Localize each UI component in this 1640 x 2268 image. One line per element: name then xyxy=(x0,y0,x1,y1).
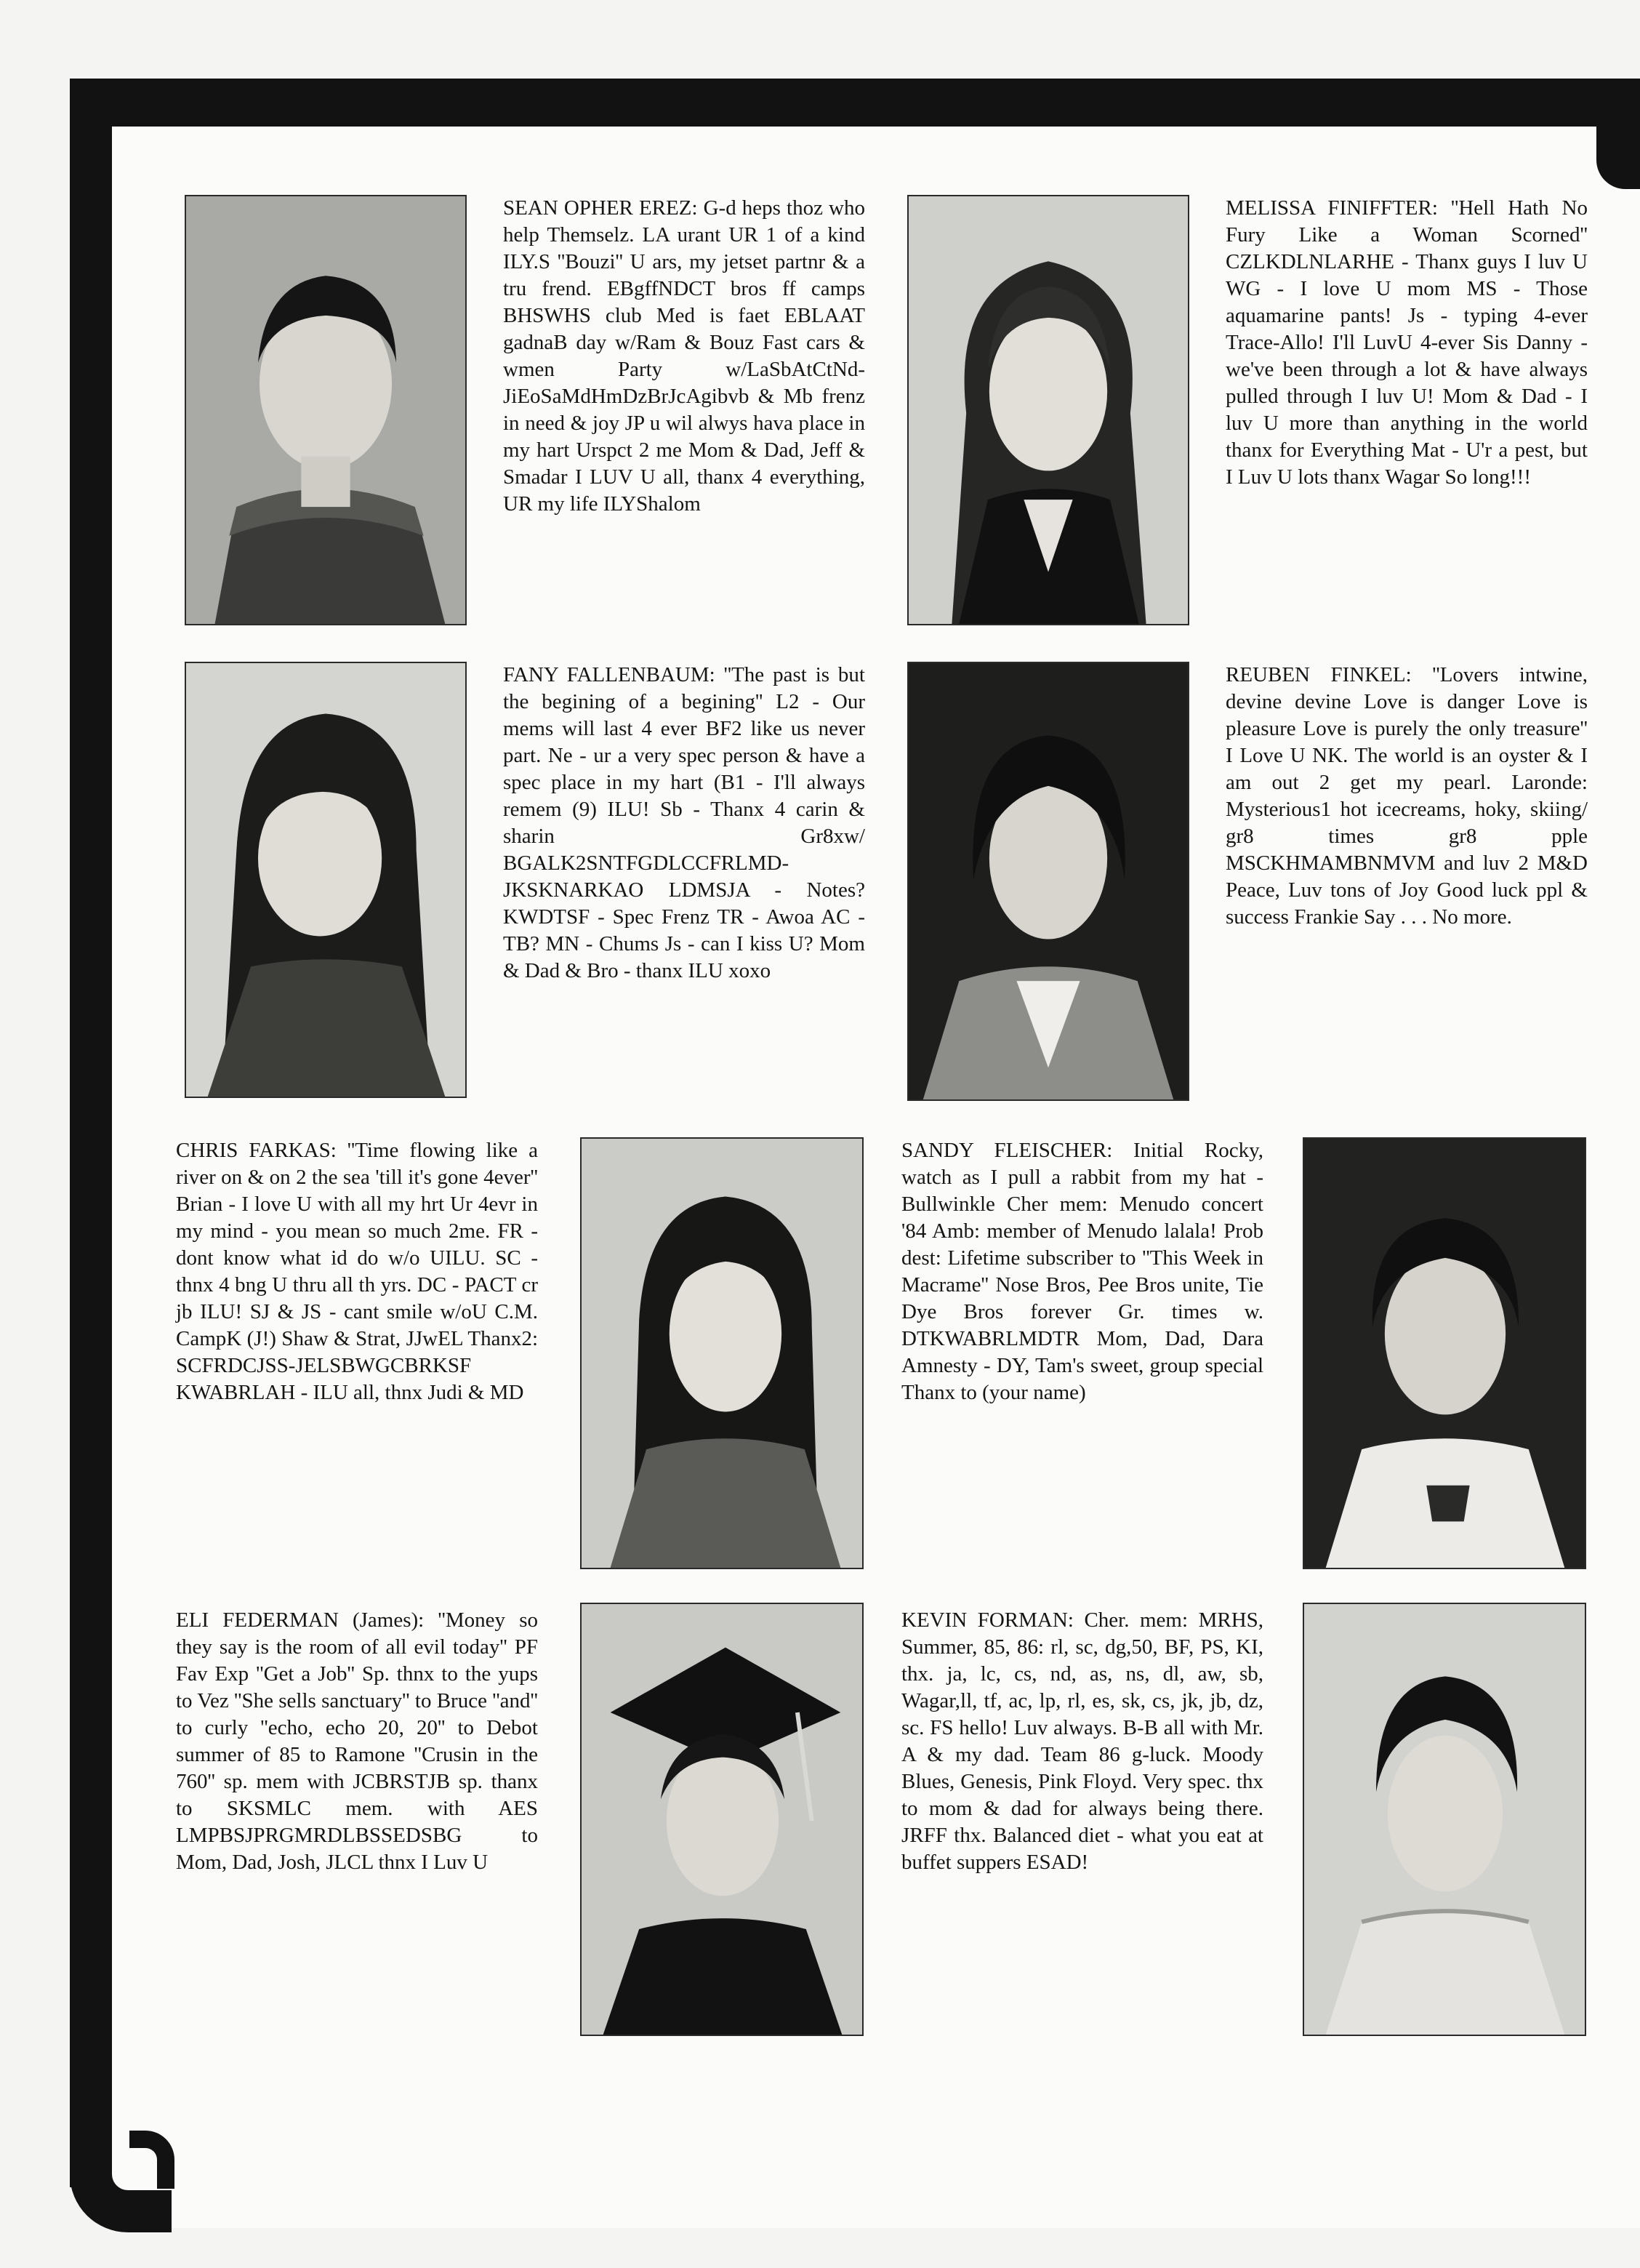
student-bio-text: ''The past is but the begining of a begining'' L2 - Our mems will last 4 ever BF2 like us never part. Ne - ur a very spec person & have a spec place in my hart (B1 - I'll always remem (9) ILU! Sb - Thanx 4 carin & sharin Gr8xw/ BGALK2SNTFGDLCCFRLMD-JKSKNARKAO LDMSJA - Notes? KWDTSF - Spec Frenz TR - Awoa AC - TB? MN - Chums Js - can I kiss U? Mom & Dad & Bro - thanx ILU xoxo xyxy=(503,663,865,982)
bio-reuben-finkel xyxy=(1226,662,1588,931)
portrait-eli-federman xyxy=(580,1603,864,2036)
student-bio-text: Cher. mem: MRHS, Summer, 85, 86: rl, sc, dg,50, BF, PS, KI, thx. ja, lc, cs, nd, as, ns, dl, aw, sb, Wagar,ll, tf, ac, lp, rl, es, sk, cs, jk, jb, dz, sc. FS hello! Luv always. B-B all with Mr. A & my dad. Team 86 g-luck. Moody Blues, Genesis, Pink Floyd. Very spec. thx to mom & dad for always being there. JRFF thx. Balanced diet - what you eat at buffet suppers ESAD! xyxy=(901,1608,1264,1874)
bio-sandy-fleischer xyxy=(901,1137,1263,1406)
portrait-melissa-finiffter xyxy=(907,195,1189,625)
student-name: SEAN OPHER EREZ: xyxy=(503,196,698,220)
student-name: FANY FALLENBAUM: xyxy=(503,663,715,686)
student-name: REUBEN FINKEL: xyxy=(1226,663,1412,686)
frame-top-bar xyxy=(70,79,1640,127)
student-bio-text: ''Lovers intwine, devine devine Love is danger Love is pleasure Love is purely the only treasure'' I Love U NK. The world is an oyster & I am out 2 get my pearl. Laronde: Mysterious1 hot icecreams, hoky, skiing/ gr8 times gr8 pple MSCKHMAMBNMVM and luv 2 M&D Peace, Luv tons of Joy Good luck ppl & success Frankie Say . . . No more. xyxy=(1226,663,1588,929)
frame-left-bar xyxy=(70,79,112,2187)
frame-bottom-curl xyxy=(70,2145,172,2232)
bio-sean-opher-erez xyxy=(503,195,865,518)
portrait-sean-opher-erez xyxy=(185,195,467,625)
portrait-chris-farkas xyxy=(580,1137,864,1569)
portrait-sandy-fleischer xyxy=(1303,1137,1586,1569)
student-bio-text: G-d heps thoz who help Themselz. LA urant UR 1 of a kind ILY.S ''Bouzi'' U ars, my jetset partnr & a tru frend. EBgffNDCT bros ff camps BHSWHS club Med is faet EBLAAT gadnaB day w/Ram & Bouz Fast cars & wmen Party w/LaSbAtCtNd-JiEoSaMdHmDzBrJcAgibvb & Mb frenz in need & joy JP u wil alwys hava place in my hart Urspct 2 me Mom & Dad, Jeff & Smadar I LUV U all, thanx 4 everything, UR my life ILYShalom xyxy=(503,196,865,516)
student-bio-text: ''Hell Hath No Fury Like a Woman Scorned'' CZLKDLNLARHE - Thanx guys I luv U WG - I love U mom MS - Those aquamarine pants! Js - typing 4-ever Trace-Allo! I'll LuvU 4-ever Sis Danny - we've been through a lot & have always pulled through I luv U! Mom & Dad - I luv U more than anything in the world thanx for Everything Mat - U'r a pest, but I Luv U lots thanx Wagar So long!!! xyxy=(1226,196,1588,489)
student-bio-text: Initial Rocky, watch as I pull a rabbit from my hat - Bullwinkle Cher mem: Menudo concert '84 Amb: member of Menudo lalala! Prob dest: Lifetime subscriber to ''This Week in Macrame'' Nose Bros, Pee Bros unite, Tie Dye Bros forever Gr. times w. DTKWABRLMDTR Mom, Dad, Dara Amnesty - DY, Tam's sweet, group special Thanx to (your name) xyxy=(901,1139,1263,1404)
student-bio-text: ''Time flowing like a river on & on 2 the sea 'till it's gone 4ever'' Brian - I love U with all my hrt Ur 4evr in my mind - you mean so much 2me. FR - dont know what id do w/o UILU. SC - thnx 4 bng U thru all th yrs. DC - PACT cr jb ILU! SJ & JS - cant smile w/oU C.M. CampK (J!) Shaw & Strat, JJwEL Thanx2: SCFRDCJSS-JELSBWGCBRKSF KWABRLAH - ILU all, thnx Judi & MD xyxy=(176,1139,539,1404)
bio-chris-farkas xyxy=(176,1137,538,1406)
bio-fany-fallenbaum xyxy=(503,662,865,985)
student-name: ELI FEDERMAN (James): xyxy=(176,1608,425,1632)
student-name: SANDY FLEISCHER: xyxy=(901,1139,1113,1162)
bio-eli-federman xyxy=(176,1607,538,1876)
portrait-kevin-forman xyxy=(1303,1603,1586,2036)
student-name: KEVIN FORMAN: xyxy=(901,1608,1074,1632)
frame-top-curl xyxy=(1596,109,1640,189)
portrait-fany-fallenbaum xyxy=(185,662,467,1098)
student-name: MELISSA FINIFFTER: xyxy=(1226,196,1438,220)
student-name: CHRIS FARKAS: xyxy=(176,1139,337,1162)
bio-kevin-forman xyxy=(901,1607,1263,1876)
portrait-reuben-finkel xyxy=(907,662,1189,1101)
student-bio-text: ''Money so they say is the room of all evil today'' PF Fav Exp ''Get a Job'' Sp. thnx to the yups to Vez ''She sells sanctuary'' to Bruce ''and'' to curly ''echo, echo 20, 20'' to Debot summer of 85 to Ramone ''Crusin in the 760'' sp. mem with JCBRSTJB sp. thanx to SKSMLC mem. with AES LMPBSJPRGMRDLBSSEDSBG to Mom, Dad, Josh, JLCL thnx I Luv U xyxy=(176,1608,538,1874)
bio-melissa-finiffter xyxy=(1226,195,1588,491)
